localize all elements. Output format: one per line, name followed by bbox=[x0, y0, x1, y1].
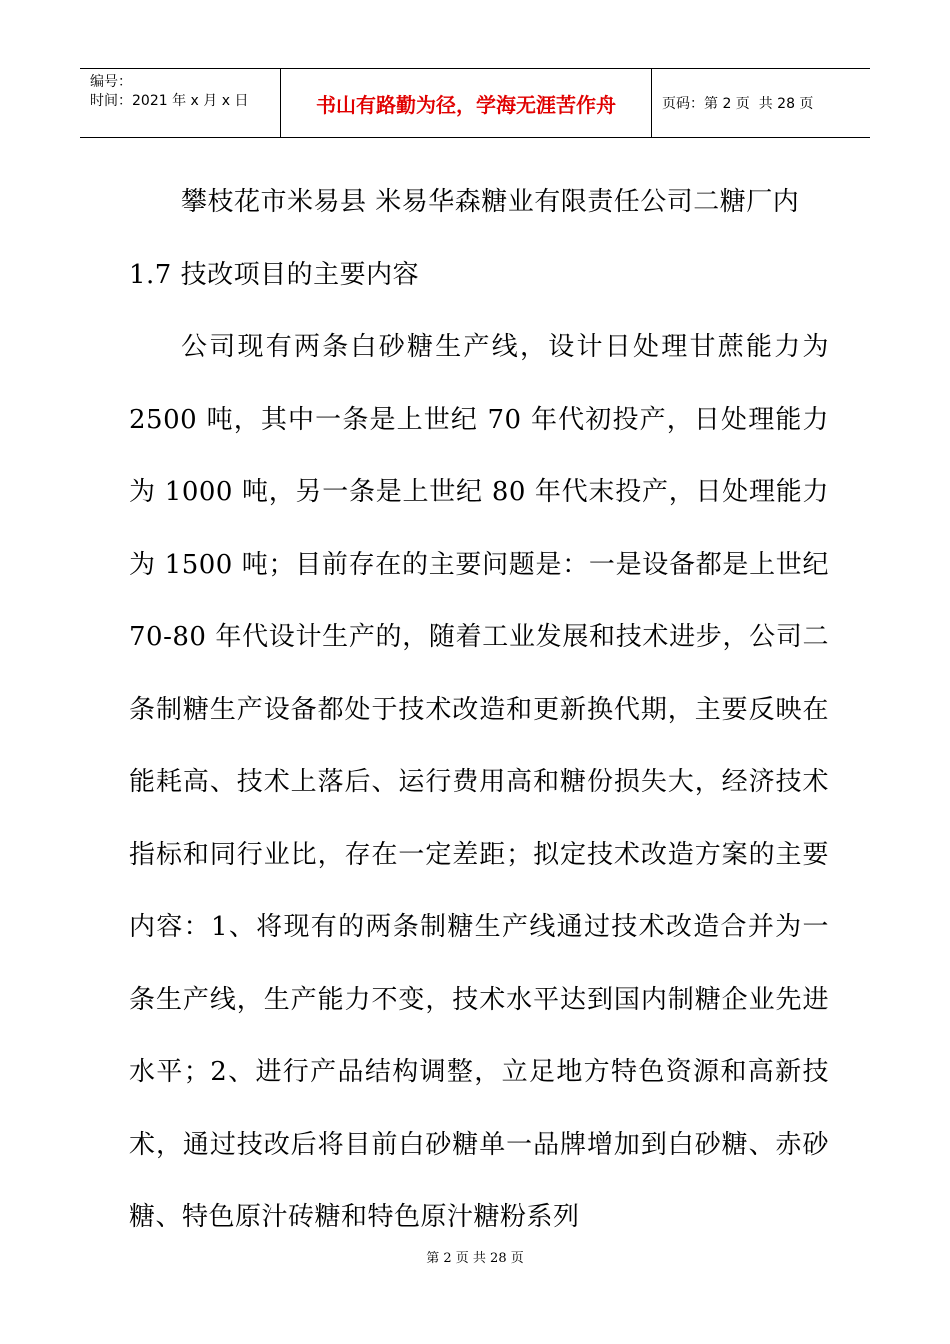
body-paragraph: 公司现有两条白砂糖生产线，设计日处理甘蔗能力为 2500 吨，其中一条是上世纪 70 年代初投产，日处理能力为 1000 吨，另一条是上世纪 80 年代末投产，日处理能力为 1500 吨；目前存在的主要问题是：一是设备都是上世纪 70-80 年代设计生产的，随着工业发展和技术进步，公司二条制糖生产设备都处于技术改造和更新换代期，主要反映在能耗高、技术上落后、运行费用高和糖份损失大，经济技术指标和同行业比，存在一定差距；拟定技术改造方案的主要内容：1、将现有的两条制糖生产线通过技术改造合并为一条生产线，生产能力不变，技术水平达到国内制糖企业先进水平；2、进行产品结构调整，立足地方特色资源和高新技术，通过技改后将目前白砂糖单一品牌增加到白砂糖、赤砂糖、特色原汁砖糖和特色原汁糖粉系列 bbox=[129, 332, 829, 1232]
location-line: 攀枝花市米易县 米易华森糖业有限责任公司二糖厂内 bbox=[181, 187, 800, 217]
document-body bbox=[129, 166, 829, 1254]
page-footer bbox=[0, 1247, 950, 1266]
serial-label: 编号： bbox=[90, 74, 132, 90]
footer-page-number: 第 2 页 共 28 页 bbox=[426, 1251, 524, 1266]
page-info-text: 页码：第 2 页 共 28 页 bbox=[662, 96, 814, 112]
motto-text: 书山有路勤为径，学海无涯苦作舟 bbox=[316, 92, 616, 117]
header-page-info bbox=[652, 69, 870, 137]
header-motto bbox=[281, 69, 652, 137]
page-header bbox=[80, 68, 870, 138]
section-heading: 1.7 技改项目的主要内容 bbox=[129, 259, 420, 290]
header-meta bbox=[80, 69, 281, 137]
time-label: 时间：2021 年 x 月 x 日 bbox=[90, 93, 249, 109]
